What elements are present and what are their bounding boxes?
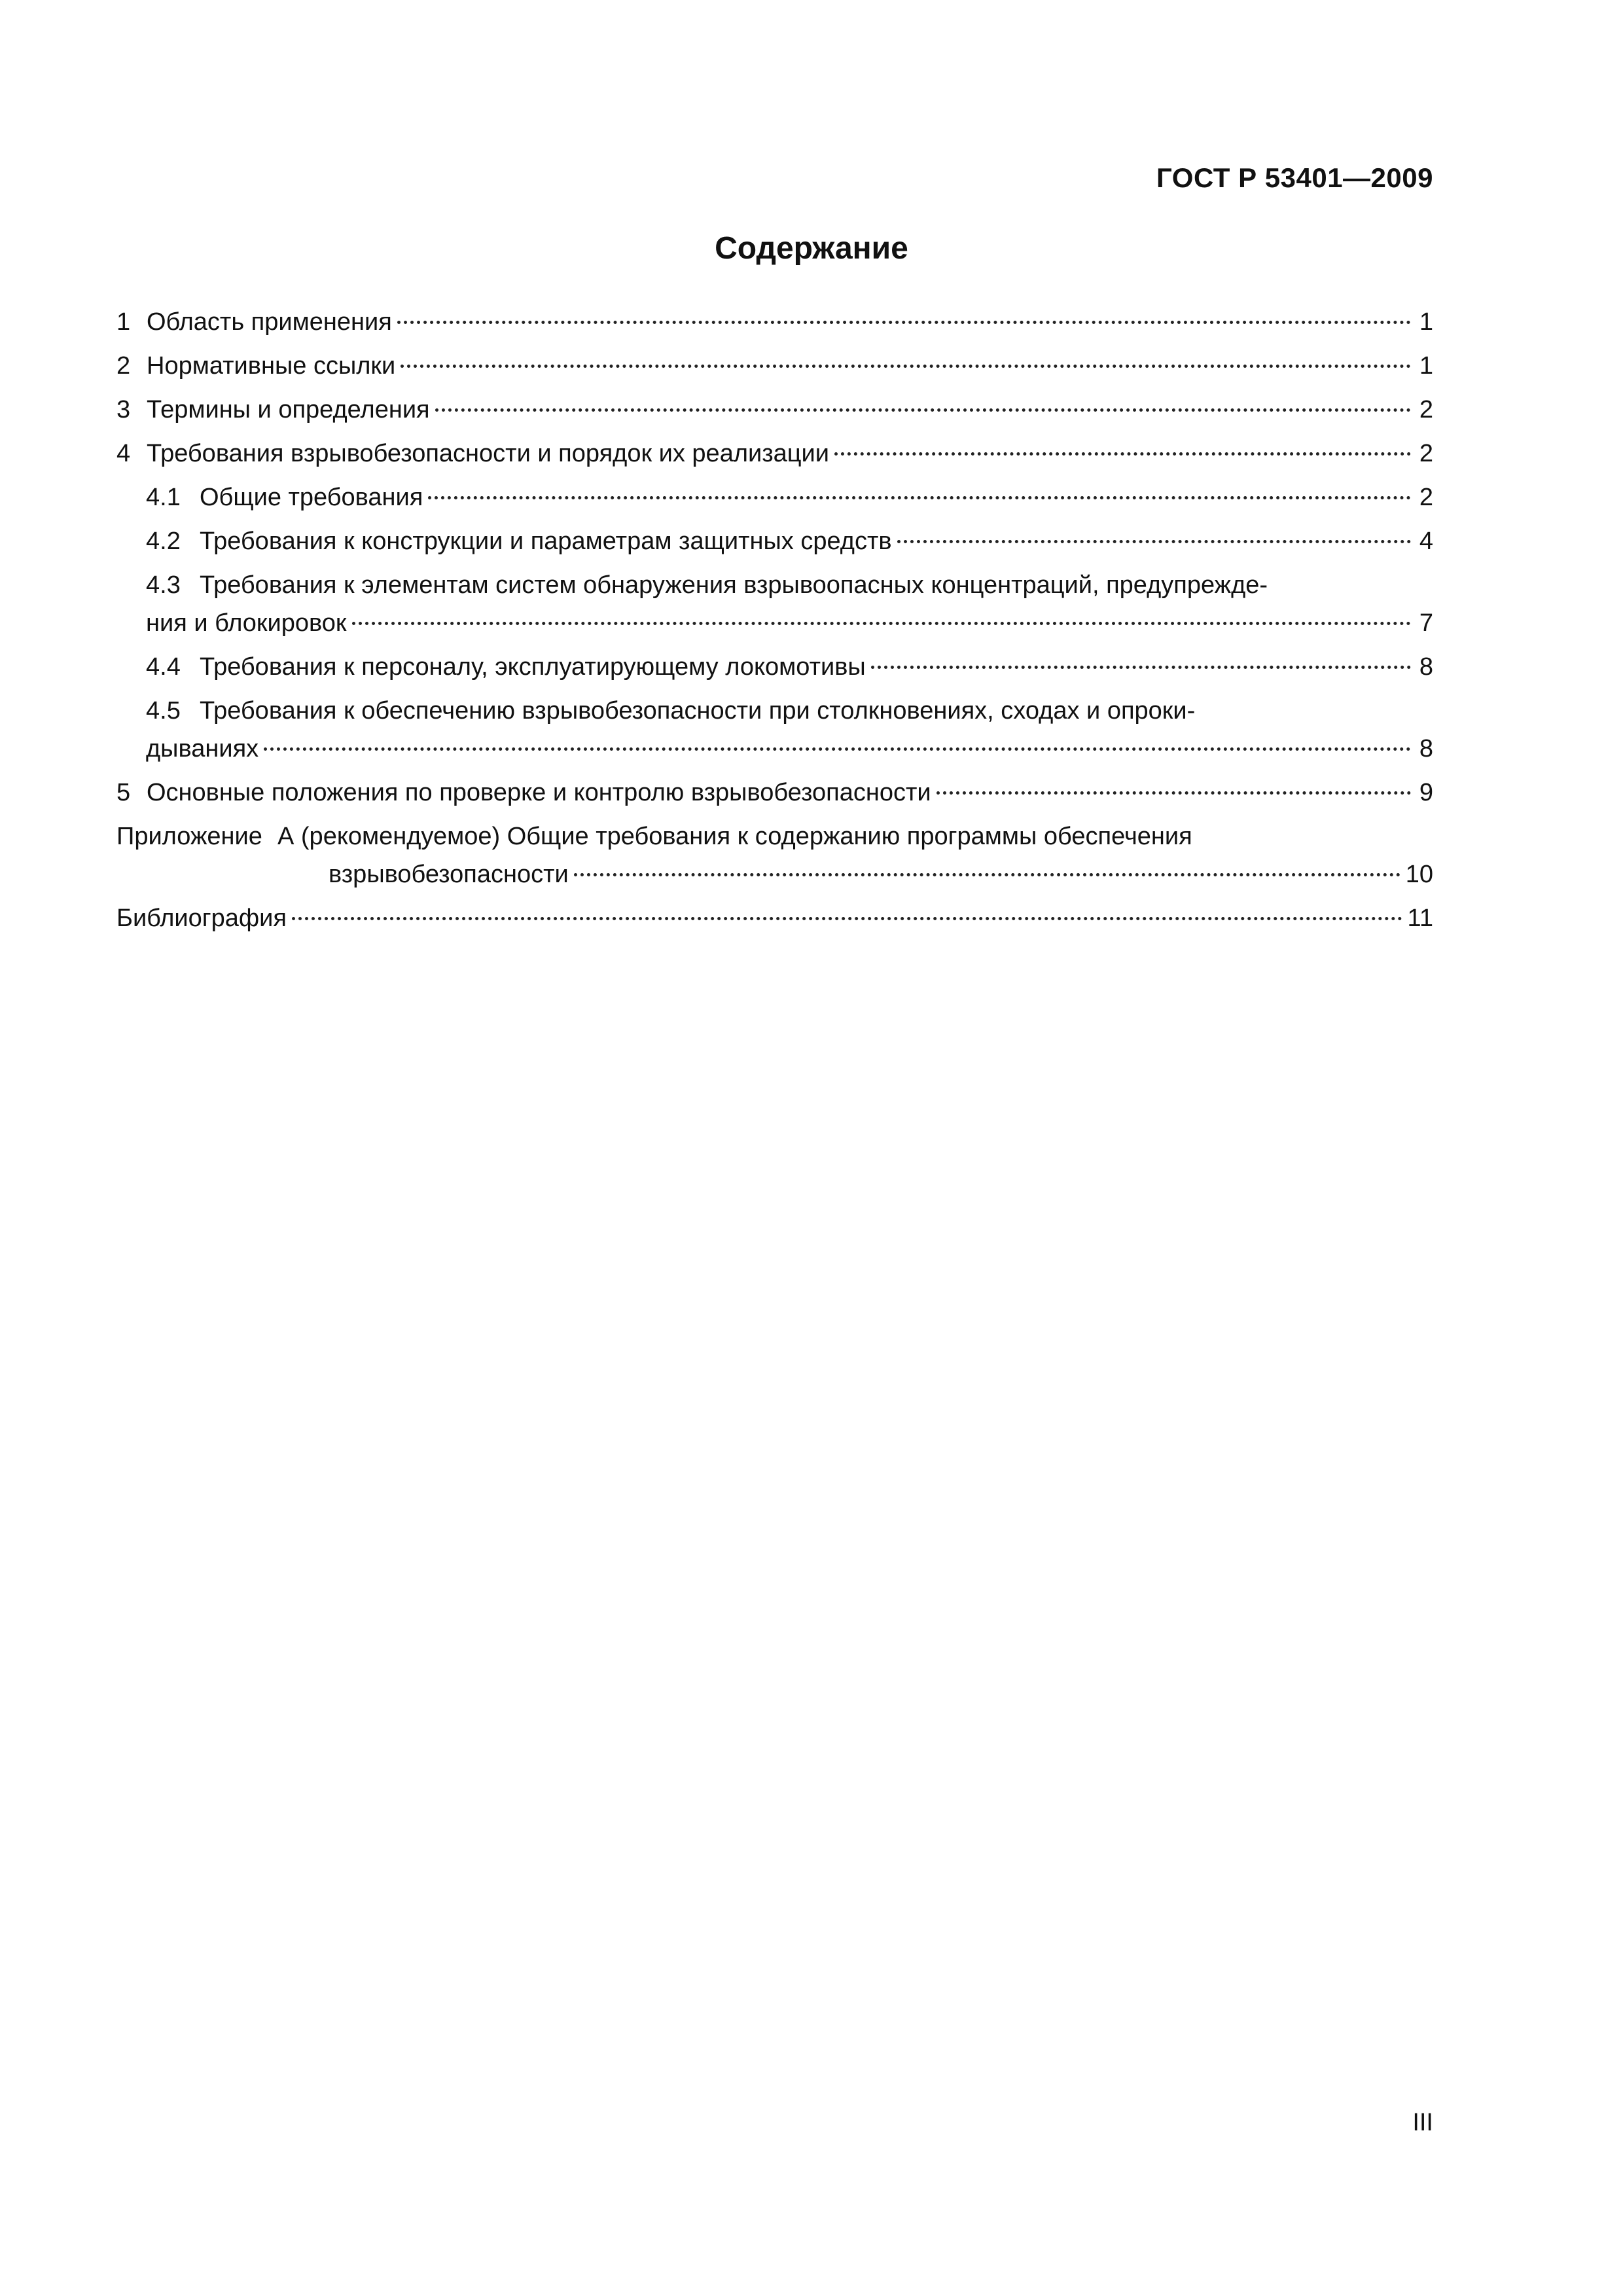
- toc-entry-page: 8: [1419, 735, 1433, 762]
- toc-entry-title-line2: взрывобезопасности: [329, 861, 569, 888]
- toc-entry-number: 4.5: [146, 697, 181, 725]
- toc-entry-title: Основные положения по проверке и контролю взрывобезопасности: [147, 779, 931, 806]
- toc-entry-page: 1: [1419, 352, 1433, 380]
- toc-entry-title: Область применения: [147, 308, 392, 336]
- dot-leader: [352, 622, 1411, 625]
- toc-entry-page: 4: [1419, 528, 1433, 555]
- dot-leader: [264, 747, 1411, 751]
- toc-entry-number: 5: [116, 779, 131, 806]
- toc-entry-title: Библиография: [116, 905, 287, 932]
- toc-subentry[interactable]: [116, 522, 1433, 560]
- toc-entry-title: Требования к конструкции и параметрам защитных средств: [200, 528, 892, 555]
- toc-entry-number: 4.4: [146, 653, 181, 681]
- toc-entry-number: 2: [116, 352, 131, 380]
- dot-leader: [871, 666, 1411, 669]
- toc-entry-title-line1: Требования к обеспечению взрывобезопасности при столкновениях, сходах и опроки-: [200, 697, 1196, 725]
- toc-bibliography-entry[interactable]: [116, 899, 1433, 937]
- toc-entry[interactable]: [116, 347, 1433, 385]
- toc-entry-number: 4.2: [146, 528, 181, 555]
- toc-entry-title-line1: Требования к элементам систем обнаружения взрывоопасных концентраций, предупрежде-: [200, 571, 1268, 599]
- toc-entry-page: 2: [1419, 396, 1433, 423]
- dot-leader: [397, 321, 1411, 324]
- document-code: ГОСТ Р 53401—2009: [1156, 162, 1433, 193]
- dot-leader: [897, 540, 1411, 543]
- toc-entry-page: 2: [1419, 484, 1433, 511]
- page-number: III: [1412, 2109, 1433, 2136]
- toc-entry-number: 3: [116, 396, 131, 423]
- toc-subentry[interactable]: [116, 478, 1433, 516]
- toc-subentry[interactable]: [116, 648, 1433, 686]
- dot-leader: [428, 496, 1411, 499]
- toc-entry-page: 7: [1419, 609, 1433, 637]
- toc-subentry[interactable]: [116, 692, 1433, 768]
- toc-entry-title-line1: А (рекомендуемое) Общие требования к содержанию программы обеспечения: [277, 823, 1192, 850]
- toc-entry-title: Термины и определения: [147, 396, 430, 423]
- table-of-contents: [116, 298, 1433, 937]
- toc-entry-page: 9: [1419, 779, 1433, 806]
- toc-entry[interactable]: [116, 774, 1433, 812]
- toc-entry[interactable]: [116, 435, 1433, 473]
- toc-subentry[interactable]: [116, 566, 1433, 642]
- toc-entry-number: 4.1: [146, 484, 181, 511]
- dot-leader: [936, 791, 1411, 795]
- toc-appendix-entry[interactable]: [116, 817, 1433, 893]
- dot-leader: [401, 365, 1411, 368]
- toc-entry-title: Требования к персоналу, эксплуатирующему локомотивы: [200, 653, 866, 681]
- dot-leader: [292, 917, 1402, 920]
- toc-title: Содержание: [715, 231, 908, 266]
- toc-entry-number: 4: [116, 440, 131, 467]
- toc-entry-page: 11: [1407, 905, 1433, 932]
- toc-entry-number: 4.3: [146, 571, 181, 599]
- toc-entry-title-line2: ния и блокировок: [146, 609, 347, 637]
- toc-entry-page: 1: [1419, 308, 1433, 336]
- toc-entry-title: Нормативные ссылки: [147, 352, 396, 380]
- toc-entry[interactable]: [116, 391, 1433, 429]
- toc-entry-title-line2: дываниях: [146, 735, 259, 762]
- dot-leader: [574, 873, 1400, 876]
- toc-entry-title: Общие требования: [200, 484, 423, 511]
- dot-leader: [435, 408, 1411, 412]
- toc-entry-page: 10: [1405, 861, 1433, 888]
- dot-leader: [834, 452, 1411, 456]
- toc-entry-number: 1: [116, 308, 131, 336]
- toc-entry[interactable]: [116, 303, 1433, 341]
- toc-entry-page: 8: [1419, 653, 1433, 681]
- toc-entry-title: Требования взрывобезопасности и порядок их реализации: [147, 440, 829, 467]
- toc-entry-page: 2: [1419, 440, 1433, 467]
- appendix-prefix: Приложение: [116, 823, 262, 850]
